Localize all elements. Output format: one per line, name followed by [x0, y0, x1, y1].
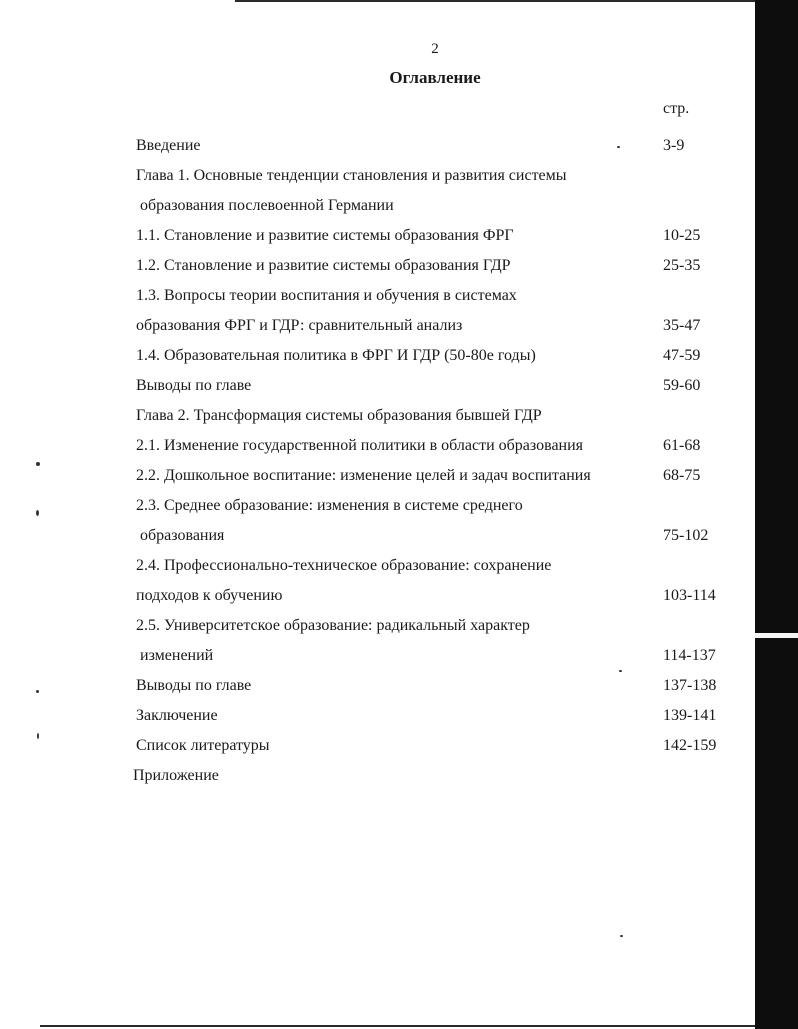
- toc-entry-pages: 59-60: [663, 377, 701, 394]
- toc-entry-text: Заключение: [136, 707, 218, 724]
- scan-speck: [619, 670, 622, 672]
- scan-speck: [37, 733, 39, 739]
- toc-entry: [0, 615, 740, 637]
- toc-entry-text: Список литературы: [136, 737, 270, 754]
- toc-entry-text: образования: [140, 527, 225, 544]
- scan-speck: [620, 935, 623, 937]
- toc-entry-text: образования ФРГ и ГДР: сравнительный анализ: [136, 317, 463, 334]
- toc-entry-text: 1.3. Вопросы теории воспитания и обучения в системах: [136, 287, 517, 304]
- toc-entry-pages: 114-137: [663, 647, 716, 664]
- toc-entry-pages: 47-59: [663, 347, 701, 364]
- toc-entry-pages: 35-47: [663, 317, 701, 334]
- scan-edge-bottom: [40, 1025, 755, 1027]
- toc-entry: [0, 495, 740, 517]
- toc-entry: [0, 705, 740, 727]
- page-number: 2: [431, 41, 439, 57]
- toc-entry-pages: 142-159: [663, 737, 717, 754]
- scan-edge-right: [755, 0, 798, 1029]
- scan-edge-top: [235, 0, 755, 2]
- toc-entry: [0, 165, 740, 187]
- toc-entry: [0, 255, 740, 277]
- toc-entry-text: Выводы по главе: [136, 677, 252, 694]
- toc-entry-pages: 10-25: [663, 227, 701, 244]
- toc-entry: [0, 135, 740, 157]
- toc-entry-text: Выводы по главе: [136, 377, 252, 394]
- toc-entry-text: 2.3. Среднее образование: изменения в системе среднего: [136, 497, 523, 514]
- scan-edge-right-gap: [755, 633, 798, 638]
- toc-entry: [0, 315, 740, 337]
- toc-entry: [0, 525, 740, 547]
- toc-entry: [0, 345, 740, 367]
- toc-entry-pages: 103-114: [663, 587, 716, 604]
- toc-entry-text: 2.5. Университетское образование: радикальный характер: [136, 617, 530, 634]
- page-title: Оглавление: [389, 68, 481, 87]
- scan-speck: [36, 510, 39, 516]
- toc-entry-pages: 68-75: [663, 467, 701, 484]
- toc-entry: [0, 555, 740, 577]
- toc-entry-pages: 139-141: [663, 707, 717, 724]
- toc-entry: [0, 465, 740, 487]
- toc-entry: [0, 285, 740, 307]
- toc-entry-pages: 3-9: [663, 137, 685, 154]
- toc-entry: [0, 765, 740, 787]
- toc-entry-text: Глава 1. Основные тенденции становления и развития системы: [136, 167, 567, 184]
- toc-entry-text: Приложение: [133, 767, 219, 784]
- toc-entry: [0, 735, 740, 757]
- scan-speck: [617, 146, 620, 148]
- toc-entry: [0, 195, 740, 217]
- toc-entry-text: 2.4. Профессионально-техническое образование: сохранение: [136, 557, 552, 574]
- toc-entry-text: 1.1. Становление и развитие системы образования ФРГ: [136, 227, 514, 244]
- toc-entry: [0, 585, 740, 607]
- toc-entry-text: 1.4. Образовательная политика в ФРГ И ГДР (50-80е годы): [136, 347, 536, 364]
- toc-entry-text: 1.2. Становление и развитие системы образования ГДР: [136, 257, 511, 274]
- toc-entry: [0, 375, 740, 397]
- toc-entry-text: Введение: [136, 137, 201, 154]
- toc-entry: [0, 405, 740, 427]
- toc-entry-pages: 137-138: [663, 677, 717, 694]
- toc-entry: [0, 225, 740, 247]
- toc-entry-text: изменений: [140, 647, 214, 664]
- scan-speck: [36, 690, 39, 693]
- toc-entry-text: 2.2. Дошкольное воспитание: изменение целей и задач воспитания: [136, 467, 591, 484]
- pages-column-header: стр.: [663, 100, 690, 117]
- toc-entry: [0, 645, 740, 667]
- toc-entry-pages: 25-35: [663, 257, 701, 274]
- toc-entry-pages: 61-68: [663, 437, 701, 454]
- toc-entry-text: 2.1. Изменение государственной политики в области образования: [136, 437, 584, 454]
- toc-entry: [0, 675, 740, 697]
- toc-entry: [0, 435, 740, 457]
- scan-speck: [36, 462, 40, 466]
- toc-entry-text: Глава 2. Трансформация системы образования бывшей ГДР: [136, 407, 542, 424]
- toc-entry-text: образования послевоенной Германии: [140, 197, 394, 214]
- toc-entry-pages: 75-102: [663, 527, 709, 544]
- toc-entry-text: подходов к обучению: [136, 587, 283, 604]
